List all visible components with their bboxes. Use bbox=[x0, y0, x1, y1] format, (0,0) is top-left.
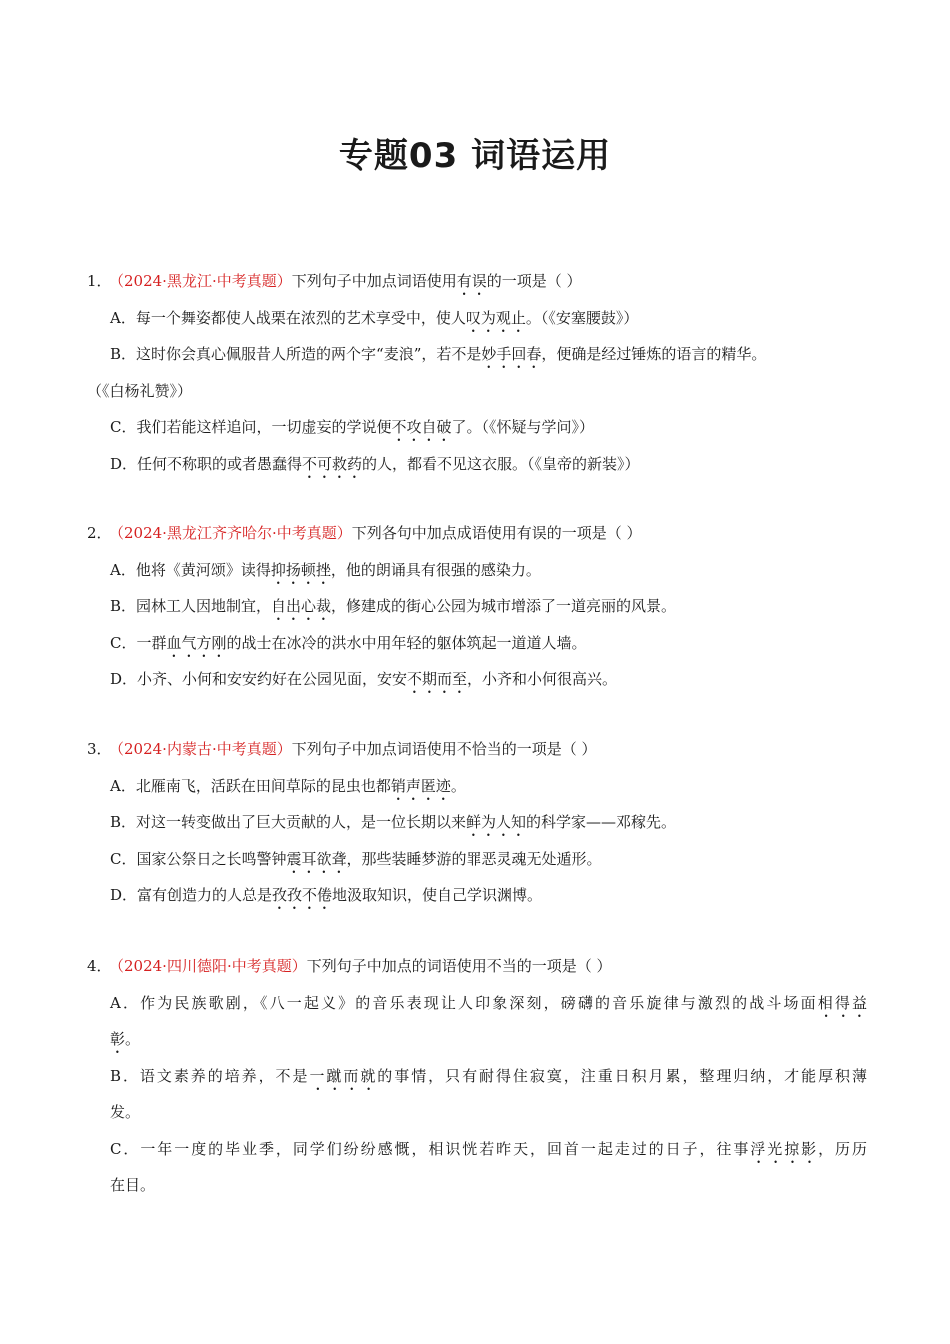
question-stem: 1．（2024·黑龙江·中考真题）下列句子中加点词语使用有误的一项是（ ） bbox=[87, 263, 867, 300]
option-a[interactable]: A．北雁南飞，活跃在田间草际的昆虫也都销声匿迹。 bbox=[110, 776, 466, 795]
question-source: （2024·内蒙古·中考真题） bbox=[109, 740, 292, 758]
question-source: （2024·四川德阳·中考真题） bbox=[109, 957, 307, 975]
question-source: （2024·黑龙江·中考真题） bbox=[109, 272, 292, 290]
dotted-term: 不攻自破 bbox=[391, 418, 452, 436]
option-d[interactable]: D．小齐、小何和安安约好在公园见面，安安不期而至，小齐和小何很高兴。 bbox=[110, 670, 618, 688]
question-number: 3． bbox=[87, 740, 112, 758]
dotted-term: 妙手回春 bbox=[481, 345, 542, 363]
question-number: 2． bbox=[87, 524, 112, 542]
question-number: 1． bbox=[87, 272, 112, 290]
dotted-term: 抑扬顿挫 bbox=[270, 560, 331, 579]
option-a[interactable]: A．每一个舞姿都使人战栗在浓烈的艺术享受中，使人叹为观止。（《安塞腰鼓》） bbox=[110, 308, 639, 327]
option-d[interactable]: D．富有创造力的人总是孜孜不倦地汲取知识，使自己学识渊博。 bbox=[110, 886, 543, 904]
option-b-continued: （《白杨礼赞》） bbox=[87, 381, 193, 400]
dotted-term: 血气方刚 bbox=[166, 633, 227, 652]
question-4 bbox=[87, 948, 867, 1204]
dotted-term: 销声匿迹 bbox=[390, 776, 451, 795]
option-b[interactable]: B．这时你会真心佩服昔人所造的两个字“麦浪”，若不是妙手回春，便确是经过锤炼的语言的精华。 bbox=[110, 345, 767, 363]
dotted-term: 自出心裁 bbox=[271, 597, 332, 615]
option-c-continued: 在目。 bbox=[110, 1176, 156, 1194]
page-title: 专题03 词语运用 bbox=[338, 136, 612, 176]
question-2 bbox=[87, 515, 867, 698]
dotted-term: 彰 bbox=[110, 1030, 126, 1048]
question-stem: 3．（2024·内蒙古·中考真题）下列句子中加点词语使用不恰当的一项是（ ） bbox=[87, 731, 867, 768]
option-c[interactable]: C．国家公祭日之长鸣警钟震耳欲聋，那些装睡梦游的罪恶灵魂无处遁形。 bbox=[110, 849, 602, 868]
option-a[interactable]: A．作为民族歌剧，《八一起义》的音乐表现让人印象深刻，磅礴的音乐旋律与激烈的战斗场面相得益 bbox=[110, 993, 867, 1012]
dotted-term: 鲜为人知 bbox=[466, 813, 527, 831]
dotted-term: 浮光掠影 bbox=[750, 1139, 819, 1158]
option-d[interactable]: D．任何不称职的或者愚蠢得不可救药的人，都看不见这衣服。（《皇帝的新装》） bbox=[110, 454, 640, 473]
question-3 bbox=[87, 731, 867, 914]
dotted-term: 孜孜不倦 bbox=[272, 886, 333, 904]
option-a[interactable]: A．他将《黄河颂》读得抑扬顿挫，他的朗诵具有很强的感染力。 bbox=[110, 560, 541, 579]
option-c[interactable]: C．一年一度的毕业季，同学们纷纷感慨，相识恍若昨天，回首一起走过的日子，往事浮光掠影，历历 bbox=[110, 1139, 867, 1158]
question-source: （2024·黑龙江齐齐哈尔·中考真题） bbox=[109, 524, 352, 542]
option-b[interactable]: B．对这一转变做出了巨大贡献的人，是一位长期以来鲜为人知的科学家——邓稼先。 bbox=[110, 813, 677, 831]
question-stem: 2．（2024·黑龙江齐齐哈尔·中考真题）下列各句中加点成语使用有误的一项是（ ） bbox=[87, 515, 867, 552]
dotted-term: 一蹴而就 bbox=[309, 1066, 378, 1085]
dotted-term: 相得益 bbox=[817, 993, 867, 1012]
option-b[interactable]: B．语文素养的培养，不是一蹴而就的事情，只有耐得住寂寞，注重日积月累，整理归纳，才能厚积薄 bbox=[110, 1066, 867, 1085]
dotted-emphasis: 有误 bbox=[456, 272, 487, 290]
option-c[interactable]: C．我们若能这样追问，一切虚妄的学说便不攻自破了。（《怀疑与学问》） bbox=[110, 418, 595, 436]
dotted-term: 不可救药 bbox=[302, 454, 363, 473]
dotted-term: 叹为观止 bbox=[465, 308, 526, 327]
question-number: 4． bbox=[87, 957, 112, 975]
option-a-continued: 彰。 bbox=[110, 1030, 141, 1048]
dotted-term: 震耳欲聋 bbox=[286, 849, 347, 868]
option-b[interactable]: B．园林工人因地制宜，自出心裁，修建成的街心公园为城市增添了一道亮丽的风景。 bbox=[110, 597, 677, 615]
option-c[interactable]: C．一群血气方刚的战士在冰冷的洪水中用年轻的躯体筑起一道道人墙。 bbox=[110, 633, 587, 652]
dotted-term: 不期而至 bbox=[407, 670, 468, 688]
option-b-continued: 发。 bbox=[110, 1103, 141, 1121]
question-stem: 4．（2024·四川德阳·中考真题）下列句子中加点的词语使用不当的一项是（ ） bbox=[87, 948, 867, 985]
question-1 bbox=[87, 263, 867, 482]
